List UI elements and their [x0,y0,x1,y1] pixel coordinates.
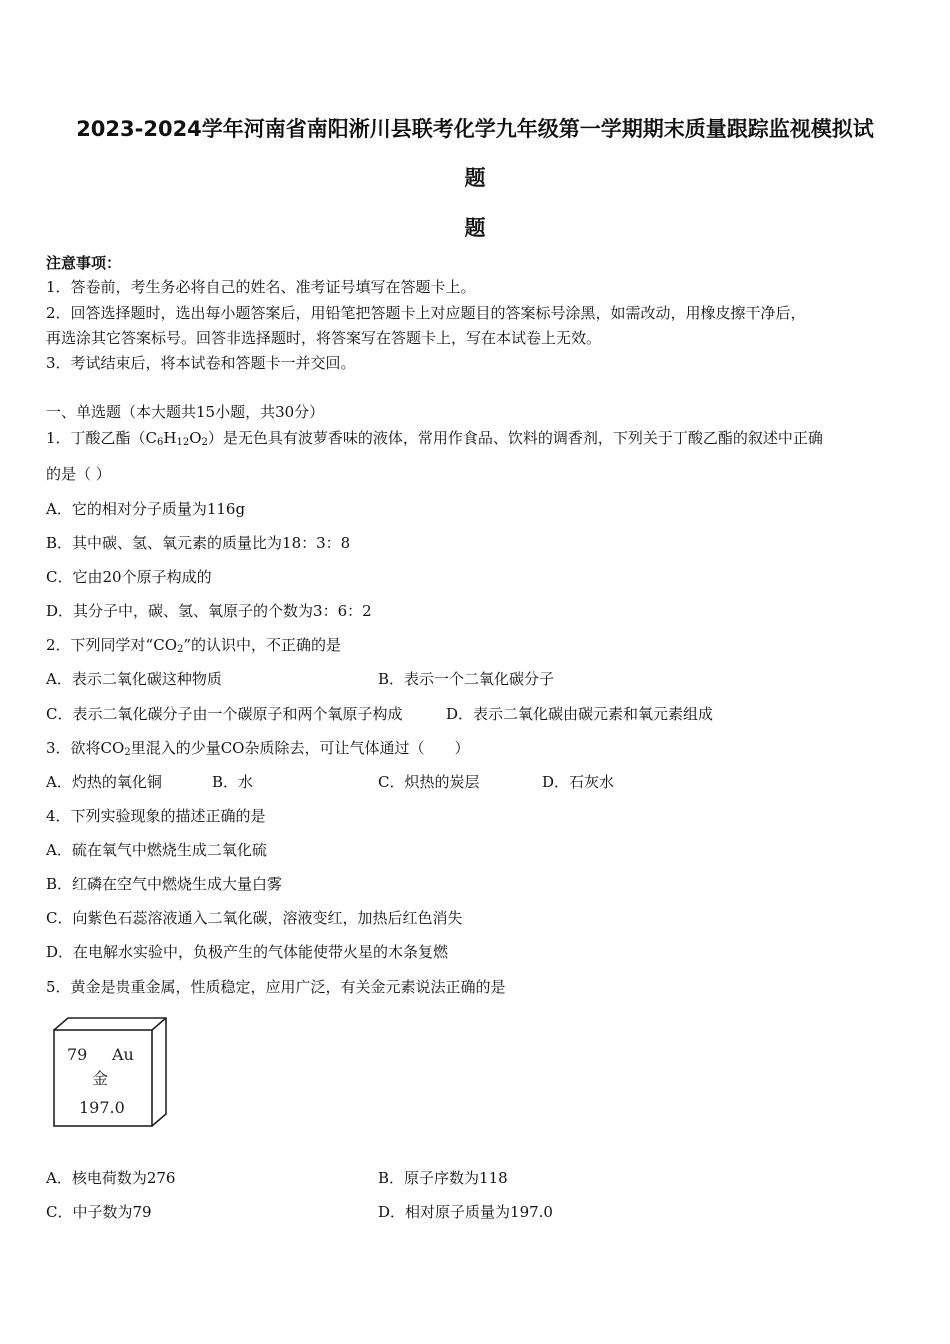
question-3-option-b: B．水 [212,773,254,791]
question-1-option-d: D．其分子中，碳、氢、氧原子的个数为3：6：2 [46,602,372,620]
page-title-cont: 题 [464,166,486,190]
question-3-option-a: A．灼热的氧化铜 [46,773,162,791]
question-1-option-b: B．其中碳、氢、氧元素的质量比为18：3：8 [46,534,351,552]
element-card-gold [52,1016,170,1128]
section-heading: 一、单选题（本大题共15小题，共30分） [46,403,325,421]
element-atomic-mass: 197.0 [79,1098,125,1117]
notice-item-2: 2．回答选择题时，选出每小题答案后，用铅笔把答题卡上对应题目的答案标号涂黑，如需改动，用橡皮擦干净后， [46,304,806,322]
page-title: 2023-2024学年河南省南阳淅川县联考化学九年级第一学期期末质量跟踪监视模拟试 [76,117,874,141]
element-atomic-number: 79 [67,1045,88,1064]
question-4-option-b: B．红磷在空气中燃烧生成大量白雾 [46,875,283,893]
question-5-option-a: A．核电荷数为276 [46,1169,176,1187]
question-2-option-c: C．表示二氧化碳分子由一个碳原子和两个氧原子构成 [46,705,403,723]
question-5-option-d: D．相对原子质量为197.0 [378,1203,553,1221]
notice-item-2-cont: 再选涂其它答案标号。回答非选择题时，将答案写在答题卡上，写在本试卷上无效。 [46,329,602,347]
question-5-option-b: B．原子序数为118 [378,1169,508,1187]
page-title-cont-2: 题 [464,216,486,240]
notice-item-3: 3．考试结束后，将本试卷和答题卡一并交回。 [46,354,356,372]
question-1-stem: 1．丁酸乙酯$(C_6H_{12}O_2)$是无色具有波萝香味的液体，常用作食品、饮料的调香剂，下列关于丁酸乙酯的叙述中正确 [46,429,823,448]
element-name: 金 [92,1069,109,1088]
question-2-stem: 2．下列同学对“$CO_2$”的认识中，不正确的是 [46,636,342,655]
question-4-option-c: C．向紫色石蕊溶液通入二氧化碳，溶液变红，加热后红色消失 [46,909,463,927]
question-2-option-a: A．表示二氧化碳这种物质 [46,670,222,688]
notice-item-1: 1．答卷前，考生务必将自己的姓名、准考证号填写在答题卡上。 [46,278,476,296]
question-3-stem: 3．欲将$CO_2$里混入的少量CO杂质除去，可让气体通过（ ） [46,739,470,758]
question-5-stem: 5．黄金是贵重金属，性质稳定，应用广泛，有关金元素说法正确的是 [46,978,506,996]
question-2-option-d: D．表示二氧化碳由碳元素和氧元素组成 [446,705,714,723]
question-1-option-a: A．它的相对分子质量为116g [46,500,246,518]
element-symbol: Au [112,1045,134,1064]
question-3-option-c: C．炽热的炭层 [378,773,480,791]
question-5-option-c: C．中子数为79 [46,1203,152,1221]
notice-heading: 注意事项： [46,254,122,272]
question-2-option-b: B．表示一个二氧化碳分子 [378,670,555,688]
question-1-option-c: C．它由20个原子构成的 [46,568,212,586]
question-4-stem: 4．下列实验现象的描述正确的是 [46,807,266,825]
question-1-stem-cont: 的是（ ） [46,465,111,483]
question-4-option-d: D．在电解水实验中，负极产生的气体能使带火星的木条复燃 [46,943,449,961]
question-3-option-d: D．石灰水 [542,773,615,791]
question-4-option-a: A．硫在氧气中燃烧生成二氧化硫 [46,841,267,859]
